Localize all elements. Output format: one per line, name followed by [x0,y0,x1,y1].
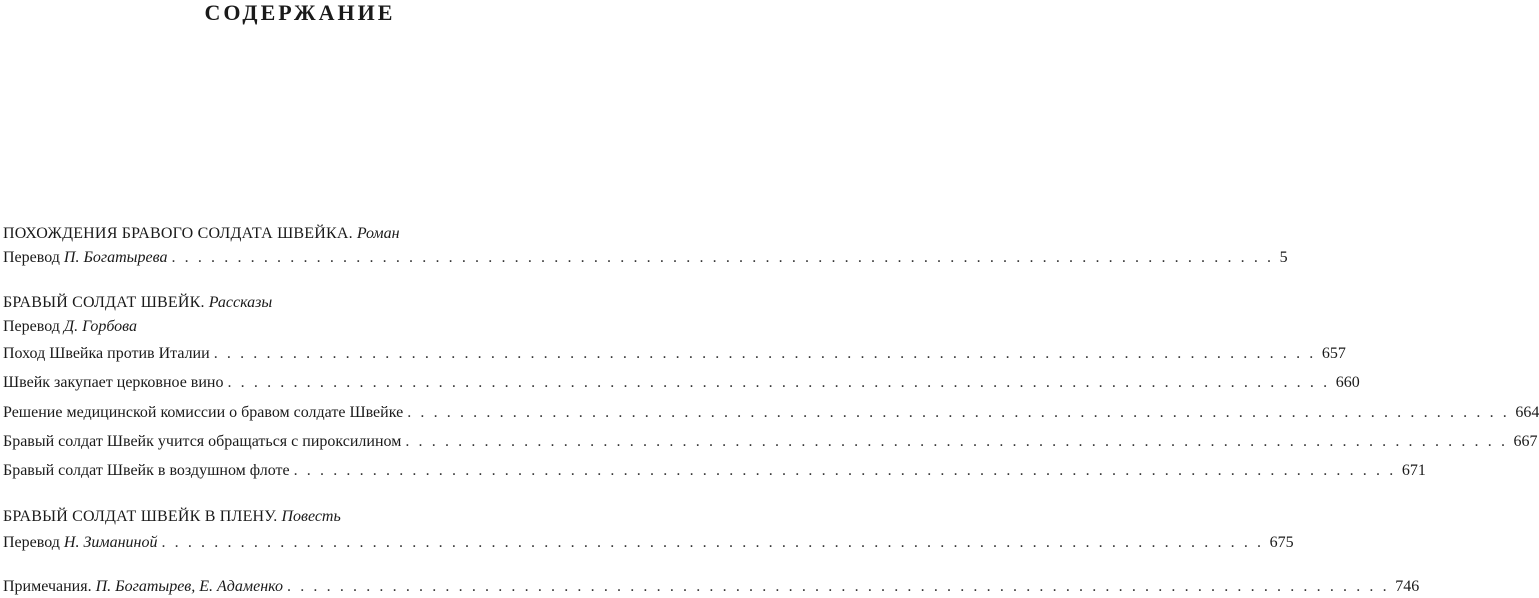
entry-title: Поход Швейка против Италии [3,345,210,362]
section-title: ПОХОЖДЕНИЯ БРАВОГО СОЛДАТА ШВЕЙКА. [3,225,353,242]
section-genre: Рассказы [208,294,273,311]
dot-leader: . . . . . . . . . . . . . . . . . . . . . . . . . . . . . . . . . . . . . . . . . . . . . . . . . . . . . . . . . . . . . . . . . . . . . . . . . . . . . . . . . . . . [293,462,1396,479]
dot-leader: . . . . . . . . . . . . . . . . . . . . . . . . . . . . . . . . . . . . . . . . . . . . . . . . . . . . . . . . . . . . . . . . . . . . . . . . . . . . . . . . . . . . [287,578,1390,595]
section-heading-stories [3,292,597,314]
page-number: 667 [1513,433,1538,450]
section-heading-captivity [3,506,597,528]
entry-title: Бравый солдат Швейк учится обращаться с пироксилином [3,433,402,450]
translator-label: Перевод [3,249,60,266]
dot-leader: . . . . . . . . . . . . . . . . . . . . . . . . . . . . . . . . . . . . . . . . . . . . . . . . . . . . . . . . . . . . . . . . . . . . . . . . . . . . . . . . . . . . [171,249,1274,266]
dot-leader: . . . . . . . . . . . . . . . . . . . . . . . . . . . . . . . . . . . . . . . . . . . . . . . . . . . . . . . . . . . . . . . . . . . . . . . . . . . . . . . . . . . . [213,345,1316,362]
toc-entry-pyroxylin[interactable] [3,431,1538,453]
translator-credit [3,247,167,269]
page-number: 675 [1269,534,1294,551]
notes-credit [3,576,283,598]
translator-name: Н. Зиманиной [63,534,158,551]
toc-entry-wine[interactable] [3,372,1360,394]
section-title: БРАВЫЙ СОЛДАТ ШВЕЙК В ПЛЕНУ. [3,508,278,525]
translator-label: Перевод [3,318,60,335]
dot-leader: . . . . . . . . . . . . . . . . . . . . . . . . . . . . . . . . . . . . . . . . . . . . . . . . . . . . . . . . . . . . . . . . . . . . . . . . . . . . . . . . . . . . [227,374,1330,391]
section-genre: Роман [356,225,400,242]
translator-name: Д. Горбова [63,318,138,335]
toc-entry-air-fleet[interactable] [3,460,1426,482]
page-number: 5 [1279,249,1288,266]
section-heading-adventures [3,223,597,245]
translator-name: П. Богатырева [63,249,168,266]
page-number: 671 [1401,462,1426,479]
toc-entry-translator-bogatyrev[interactable] [3,247,1288,269]
page-number: 660 [1335,374,1360,391]
page-number: 657 [1321,345,1346,362]
toc-entry-italy[interactable] [3,343,1346,365]
entry-title: Швейк закупает церковное вино [3,374,224,391]
notes-authors: П. Богатырев, Е. Адаменко [95,578,284,595]
toc-entry-notes[interactable] [3,576,1420,598]
page-number: 746 [1395,578,1420,595]
translator-credit-gorbov [3,316,597,338]
dot-leader: . . . . . . . . . . . . . . . . . . . . . . . . . . . . . . . . . . . . . . . . . . . . . . . . . . . . . . . . . . . . . . . . . . . . . . . . . . . . . . . . . . . . [407,404,1510,421]
translator-credit [3,532,157,554]
notes-label: Примечания. [3,578,92,595]
section-genre: Повесть [281,508,341,525]
toc-entry-translator-zimanina[interactable] [3,532,1294,554]
page-title: СОДЕРЖАНИЕ [204,0,396,25]
toc-entry-medical-commission[interactable] [3,402,1539,424]
section-title: БРАВЫЙ СОЛДАТ ШВЕЙК. [3,294,205,311]
dot-leader: . . . . . . . . . . . . . . . . . . . . . . . . . . . . . . . . . . . . . . . . . . . . . . . . . . . . . . . . . . . . . . . . . . . . . . . . . . . . . . . . . . . . [161,534,1264,551]
page-number: 664 [1515,404,1539,421]
entry-title: Бравый солдат Швейк в воздушном флоте [3,462,290,479]
translator-label: Перевод [3,534,60,551]
entry-title: Решение медицинской комиссии о бравом солдате Швейке [3,404,404,421]
dot-leader: . . . . . . . . . . . . . . . . . . . . . . . . . . . . . . . . . . . . . . . . . . . . . . . . . . . . . . . . . . . . . . . . . . . . . . . . . . . . . . . . . . . . [405,433,1508,450]
